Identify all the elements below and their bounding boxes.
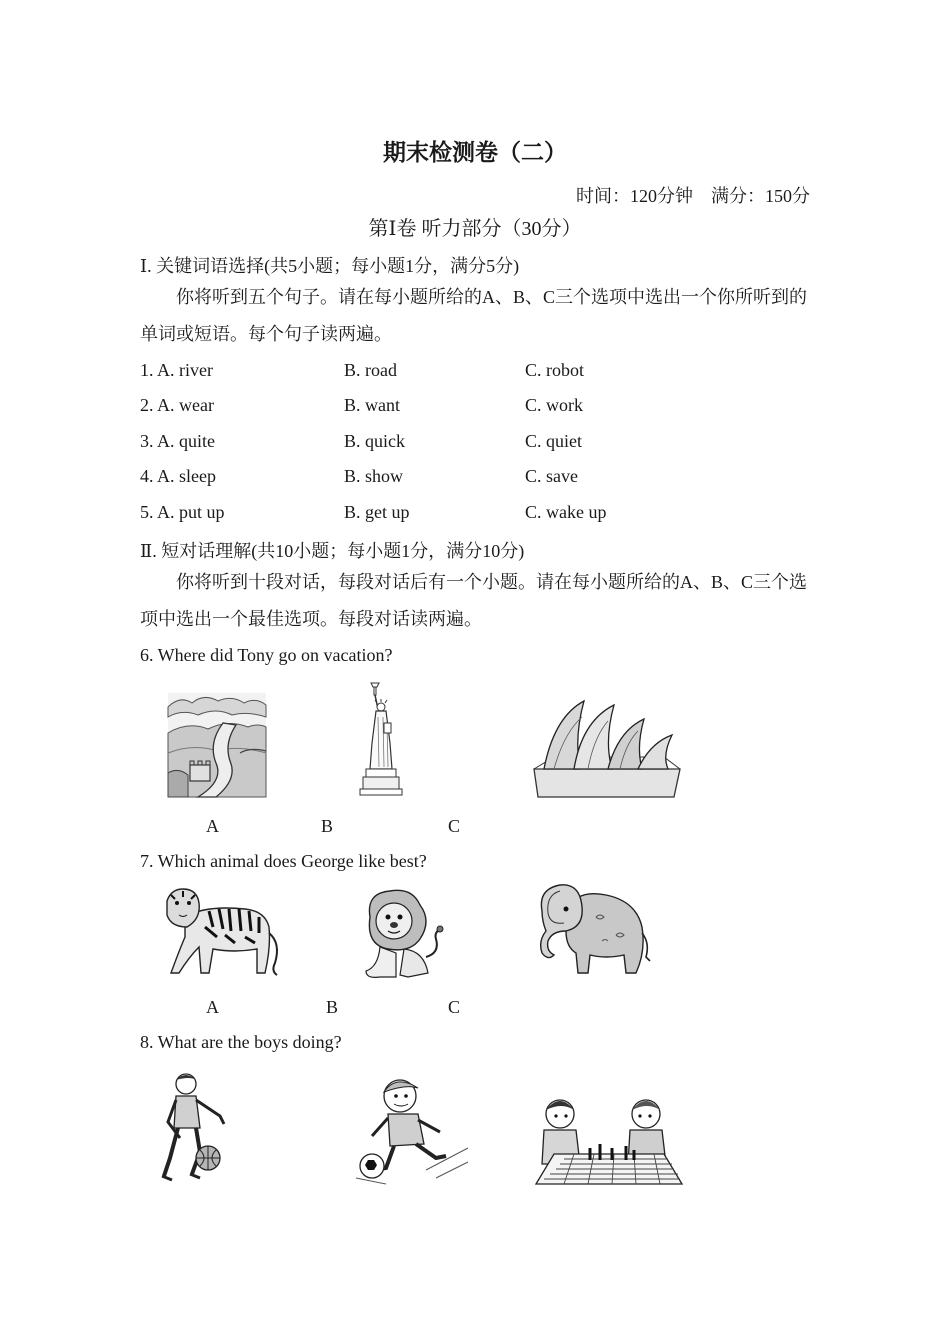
boy-playing-basketball-illustration — [160, 1072, 232, 1184]
q4-option-a: 4. A. sleep — [140, 466, 216, 486]
q6-label-a: A — [206, 816, 219, 836]
page-title: 期末检测卷（二） — [383, 140, 567, 166]
q5-option-b: B. get up — [344, 502, 410, 522]
elephant-illustration — [536, 881, 652, 979]
q1-option-a: 1. A. river — [140, 360, 213, 380]
boys-playing-chess-illustration — [534, 1092, 684, 1188]
q2-option-a: 2. A. wear — [140, 395, 214, 415]
q6-label-b: B — [321, 816, 334, 836]
tiger-illustration — [165, 887, 281, 977]
q6-text: 6. Where did Tony go on vacation? — [140, 645, 393, 665]
section1-heading: Ⅰ. 关键词语选择(共5小题；每小题1分，满分5分) — [140, 256, 520, 276]
q5-option-a: 5. A. put up — [140, 502, 225, 522]
q1-option-c: C. robot — [525, 360, 585, 380]
q2-option-b: B. want — [344, 395, 400, 415]
q7-text: 7. Which animal does George like best? — [140, 851, 427, 871]
q1-option-b: B. road — [344, 360, 397, 380]
statue-of-liberty-illustration — [358, 683, 404, 797]
section2-instruction: 你将听到十段对话，每段对话后有一个小题。请在每小题所给的A、B、C三个选项中选出一个最佳选项。每段对话读两遍。 — [140, 572, 808, 629]
q2-option-c: C. work — [525, 395, 583, 415]
q5-option-c: C. wake up — [525, 502, 607, 522]
exam-info: 时间：120分钟 满分：150分 — [576, 186, 810, 206]
q6-label-c: C — [448, 816, 461, 836]
section1-instruction: 你将听到五个句子。请在每小题所给的A、B、C三个选项中选出一个你所听到的单词或短语。每个句子读两遍。 — [140, 287, 808, 344]
section2-heading: Ⅱ. 短对话理解(共10小题；每小题1分，满分10分) — [140, 541, 525, 561]
q7-label-c: C — [448, 997, 461, 1017]
q4-option-c: C. save — [525, 466, 578, 486]
part-title: 第Ⅰ卷 听力部分（30分） — [368, 218, 582, 240]
q4-option-b: B. show — [344, 466, 404, 486]
q3-option-c: C. quiet — [525, 431, 582, 451]
sydney-opera-house-illustration — [534, 697, 680, 797]
q7-label-a: A — [206, 997, 219, 1017]
q3-option-b: B. quick — [344, 431, 405, 451]
q7-label-b: B — [326, 997, 339, 1017]
q3-option-a: 3. A. quite — [140, 431, 215, 451]
boy-playing-soccer-illustration — [356, 1074, 468, 1186]
q8-text: 8. What are the boys doing? — [140, 1032, 342, 1052]
lion-illustration — [360, 887, 448, 979]
great-wall-illustration — [168, 693, 266, 797]
